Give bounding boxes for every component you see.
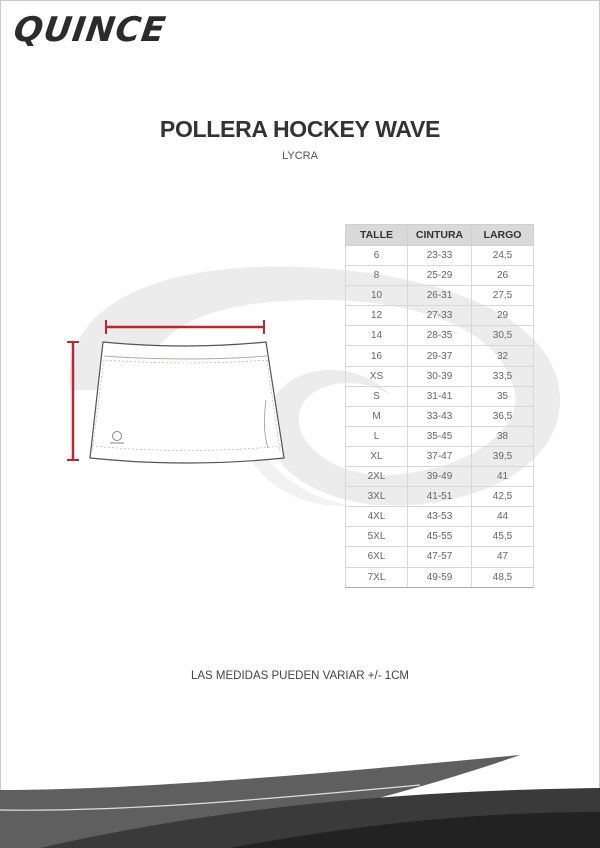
cell-cintura: 30-39 bbox=[408, 366, 472, 386]
cell-talle: 12 bbox=[346, 306, 408, 326]
cell-cintura: 35-45 bbox=[408, 426, 472, 446]
cell-largo: 41 bbox=[472, 467, 534, 487]
brand-logo: QUINCE bbox=[11, 10, 169, 50]
cell-talle: M bbox=[346, 406, 408, 426]
cell-talle: L bbox=[346, 426, 408, 446]
cell-cintura: 26-31 bbox=[408, 286, 472, 306]
cell-talle: 5XL bbox=[346, 527, 408, 547]
cell-cintura: 37-47 bbox=[408, 446, 472, 466]
cell-talle: 8 bbox=[346, 266, 408, 286]
cell-talle: 3XL bbox=[346, 487, 408, 507]
cell-talle: 6XL bbox=[346, 547, 408, 567]
cell-cintura: 28-35 bbox=[408, 326, 472, 346]
cell-talle: XL bbox=[346, 446, 408, 466]
material-label: LYCRA bbox=[282, 150, 318, 162]
cell-largo: 35 bbox=[472, 386, 534, 406]
cell-cintura: 25-29 bbox=[408, 266, 472, 286]
cell-largo: 32 bbox=[472, 346, 534, 366]
cell-talle: S bbox=[346, 386, 408, 406]
cell-cintura: 39-49 bbox=[408, 467, 472, 487]
cell-largo: 45,5 bbox=[472, 527, 534, 547]
cell-talle: 2XL bbox=[346, 467, 408, 487]
cell-cintura: 49-59 bbox=[408, 567, 472, 587]
header-talle: TALLE bbox=[346, 225, 408, 246]
cell-cintura: 33-43 bbox=[408, 406, 472, 426]
header-cintura: CINTURA bbox=[408, 225, 472, 246]
cell-largo: 42,5 bbox=[472, 487, 534, 507]
cell-talle: 6 bbox=[346, 246, 408, 266]
cell-cintura: 41-51 bbox=[408, 487, 472, 507]
cell-talle: 14 bbox=[346, 326, 408, 346]
cell-cintura: 43-53 bbox=[408, 507, 472, 527]
cell-largo: 29 bbox=[472, 306, 534, 326]
cell-cintura: 45-55 bbox=[408, 527, 472, 547]
cell-largo: 48,5 bbox=[472, 567, 534, 587]
cell-largo: 47 bbox=[472, 547, 534, 567]
cell-talle: 10 bbox=[346, 286, 408, 306]
cell-cintura: 31-41 bbox=[408, 386, 472, 406]
cell-largo: 27,5 bbox=[472, 286, 534, 306]
cell-largo: 38 bbox=[472, 426, 534, 446]
cell-largo: 36,5 bbox=[472, 406, 534, 426]
cell-talle: 7XL bbox=[346, 567, 408, 587]
page-title: POLLERA HOCKEY WAVE bbox=[159, 116, 441, 142]
cell-largo: 24,5 bbox=[472, 246, 534, 266]
cell-largo: 33,5 bbox=[472, 366, 534, 386]
cell-talle: 16 bbox=[346, 346, 408, 366]
cell-cintura: 27-33 bbox=[408, 306, 472, 326]
header-largo: LARGO bbox=[472, 225, 534, 246]
cell-cintura: 29-37 bbox=[408, 346, 472, 366]
cell-largo: 30,5 bbox=[472, 326, 534, 346]
cell-talle: 4XL bbox=[346, 507, 408, 527]
cell-talle: XS bbox=[346, 366, 408, 386]
size-disclaimer: LAS MEDIDAS PUEDEN VARIAR +/- 1CM bbox=[190, 670, 410, 682]
cell-largo: 26 bbox=[472, 266, 534, 286]
cell-largo: 39,5 bbox=[472, 446, 534, 466]
cell-cintura: 23-33 bbox=[408, 246, 472, 266]
cell-largo: 44 bbox=[472, 507, 534, 527]
cell-cintura: 47-57 bbox=[408, 547, 472, 567]
